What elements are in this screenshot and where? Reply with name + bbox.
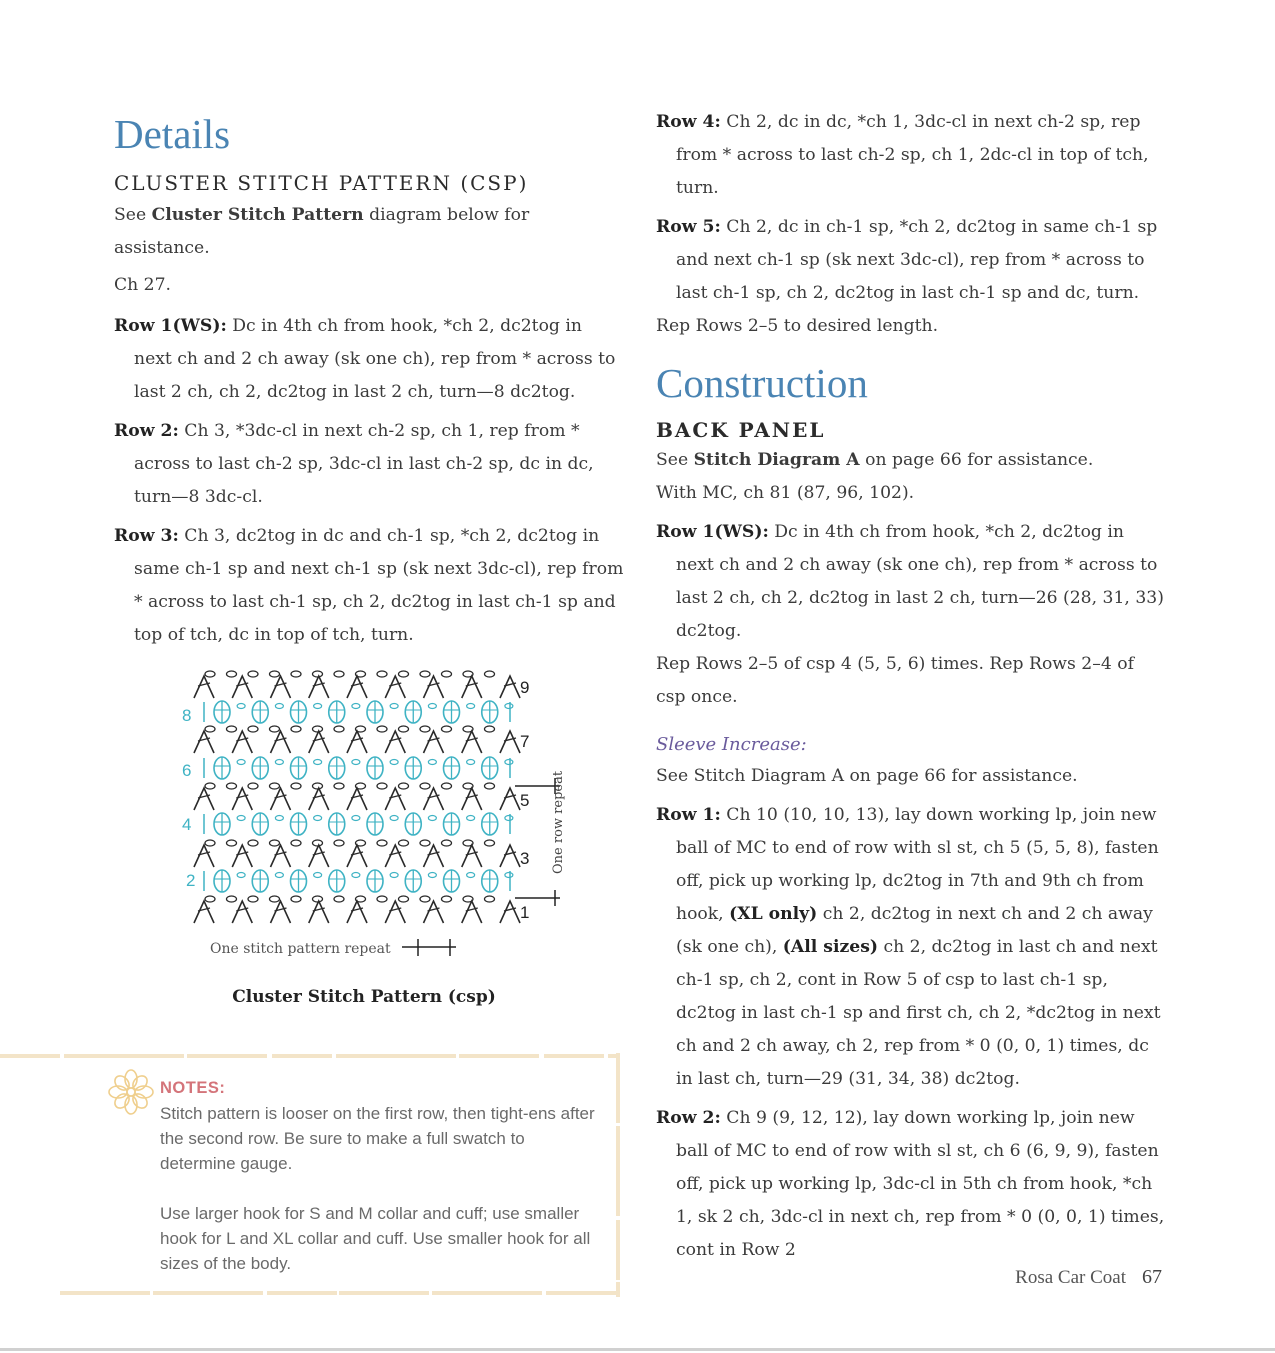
row-number-7: 7	[520, 732, 530, 751]
diagram-row	[204, 701, 513, 723]
back-panel-heading: BACK PANEL	[656, 418, 826, 442]
notes-text	[160, 1101, 600, 1276]
csp-row-2: Row 2: Ch 3, *3dc-cl in next ch-2 sp, ch 1, rep from * across to last ch-2 sp, 3dc-cl in last ch-2 sp, dc in dc, turn—8 3dc-cl.	[114, 421, 594, 507]
notes-box	[0, 1053, 622, 1297]
row-number-5: 5	[520, 791, 530, 810]
left-column	[114, 108, 624, 652]
sleeve-see-line: See Stitch Diagram A on page 66 for assistance.	[656, 766, 1078, 786]
stitch-repeat-label: One stitch pattern repeat	[210, 941, 391, 957]
footer-title: Rosa Car Coat	[1015, 1267, 1126, 1288]
csp-row-1: Row 1(WS): Dc in 4th ch from hook, *ch 2, dc2tog in next ch and 2 ch away (sk one ch), rep from * across to last 2 ch, ch 2, dc2tog in last 2 ch, turn—8 dc2tog.	[114, 316, 616, 402]
csp-row-4: Row 4: Ch 2, dc in dc, *ch 1, 3dc-cl in next ch-2 sp, rep from * across to last ch-2 sp, ch 1, 2dc-cl in top of tch, turn.	[656, 112, 1149, 198]
diagram-caption: Cluster Stitch Pattern (csp)	[232, 987, 496, 1007]
row-number-2: 2	[186, 871, 196, 890]
diagram-row	[194, 783, 520, 810]
diagram-rows	[194, 671, 520, 923]
row-number-3: 3	[520, 849, 530, 868]
diagram-row	[204, 870, 513, 892]
rep-csp-line: Rep Rows 2–5 of csp 4 (5, 5, 6) times. Rep Rows 2–4 of csp once.	[656, 654, 1134, 707]
diagram-row	[194, 726, 520, 753]
back-row-1: Row 1(WS): Dc in 4th ch from hook, *ch 2, dc2tog in next ch and 2 ch away (sk one ch), rep from * across to last 2 ch, ch 2, dc2tog in last 2 ch, turn—26 (28, 31, 33) dc2tog.	[656, 522, 1164, 641]
diagram-row	[194, 896, 520, 923]
csp-see-line: See Cluster Stitch Pattern diagram below for assistance.	[114, 205, 530, 258]
page-footer	[1015, 1266, 1162, 1289]
row-number-8: 8	[182, 706, 192, 725]
sleeve-increase-heading: Sleeve Increase:	[656, 734, 807, 755]
row-number-4: 4	[182, 815, 192, 834]
back-panel-see-line: See Stitch Diagram A on page 66 for assistance.	[656, 450, 1094, 470]
cluster-stitch-diagram	[170, 664, 610, 974]
sleeve-row-1: Row 1: Ch 10 (10, 10, 13), lay down working lp, join new ball of MC to end of row with sl st, ch 5 (5, 5, 8), fasten off, pick up working lp, dc2tog in 7th and 9th ch from hook, (XL only) ch 2, dc2tog in next ch and 2 ch away (sk one ch), (All sizes) ch 2, dc2tog in last ch and next ch-1 sp, ch 2, cont in Row 5 of csp to last ch-1 sp, dc2tog in last ch-1 sp and first ch, ch 2, *dc2tog in next ch and 2 ch away, ch 2, rep from * 0 (0, 0, 1) times, dc in last ch, turn—29 (31, 34, 38) dc2tog.	[656, 805, 1161, 1089]
notes-paragraph-2: Use larger hook for S and M collar and cuff; use smaller hook for L and XL collar and cuff. Use smaller hook for all sizes of the body.	[160, 1204, 591, 1273]
flower-icon	[108, 1069, 154, 1115]
csp-chain: Ch 27.	[114, 275, 172, 295]
row-number-9: 9	[520, 678, 530, 697]
csp-heading: CLUSTER STITCH PATTERN (CSP)	[114, 171, 529, 195]
notes-title: NOTES:	[160, 1079, 226, 1097]
right-column	[656, 108, 1166, 1267]
row-repeat-label: One row repeat	[551, 770, 566, 874]
with-mc-line: With MC, ch 81 (87, 96, 102).	[656, 483, 915, 503]
page-number: 67	[1142, 1266, 1162, 1288]
diagram-row	[204, 813, 513, 835]
csp-row-3: Row 3: Ch 3, dc2tog in dc and ch-1 sp, *ch 2, dc2tog in same ch-1 sp and next ch-1 sp (sk next 3dc-cl), rep from * across to last ch-1 sp, ch 2, dc2tog in last ch-1 sp and top of tch, dc in top of tch, turn.	[114, 526, 624, 645]
notes-paragraph-1: Stitch pattern is looser on the first row, then tight-ens after the second row. Be sure to make a full swatch to determine gauge.	[160, 1104, 595, 1173]
construction-heading: Construction	[656, 360, 868, 406]
row-number-1: 1	[520, 903, 530, 922]
sleeve-row-2: Row 2: Ch 9 (9, 12, 12), lay down working lp, join new ball of MC to end of row with sl st, ch 6 (6, 9, 9), fasten off, pick up working lp, 3dc-cl in 5th ch from hook, *ch 1, sk 2 ch, 3dc-cl in next ch, rep from * 0 (0, 0, 1) times, cont in Row 2	[656, 1108, 1165, 1260]
stitch-repeat-bracket	[402, 939, 456, 956]
diagram-row	[194, 671, 520, 698]
bottom-rule	[0, 1348, 1275, 1351]
diagram-row	[204, 757, 513, 779]
rep-rows-line: Rep Rows 2–5 to desired length.	[656, 316, 939, 336]
diagram-row	[194, 840, 520, 867]
csp-row-5: Row 5: Ch 2, dc in ch-1 sp, *ch 2, dc2tog in same ch-1 sp and next ch-1 sp (sk next 3dc-cl), rep from * across to last ch-1 sp, ch 2, dc2tog in last ch-1 sp and dc, turn.	[656, 217, 1158, 303]
row-number-6: 6	[182, 761, 192, 780]
details-heading: Details	[114, 111, 231, 157]
